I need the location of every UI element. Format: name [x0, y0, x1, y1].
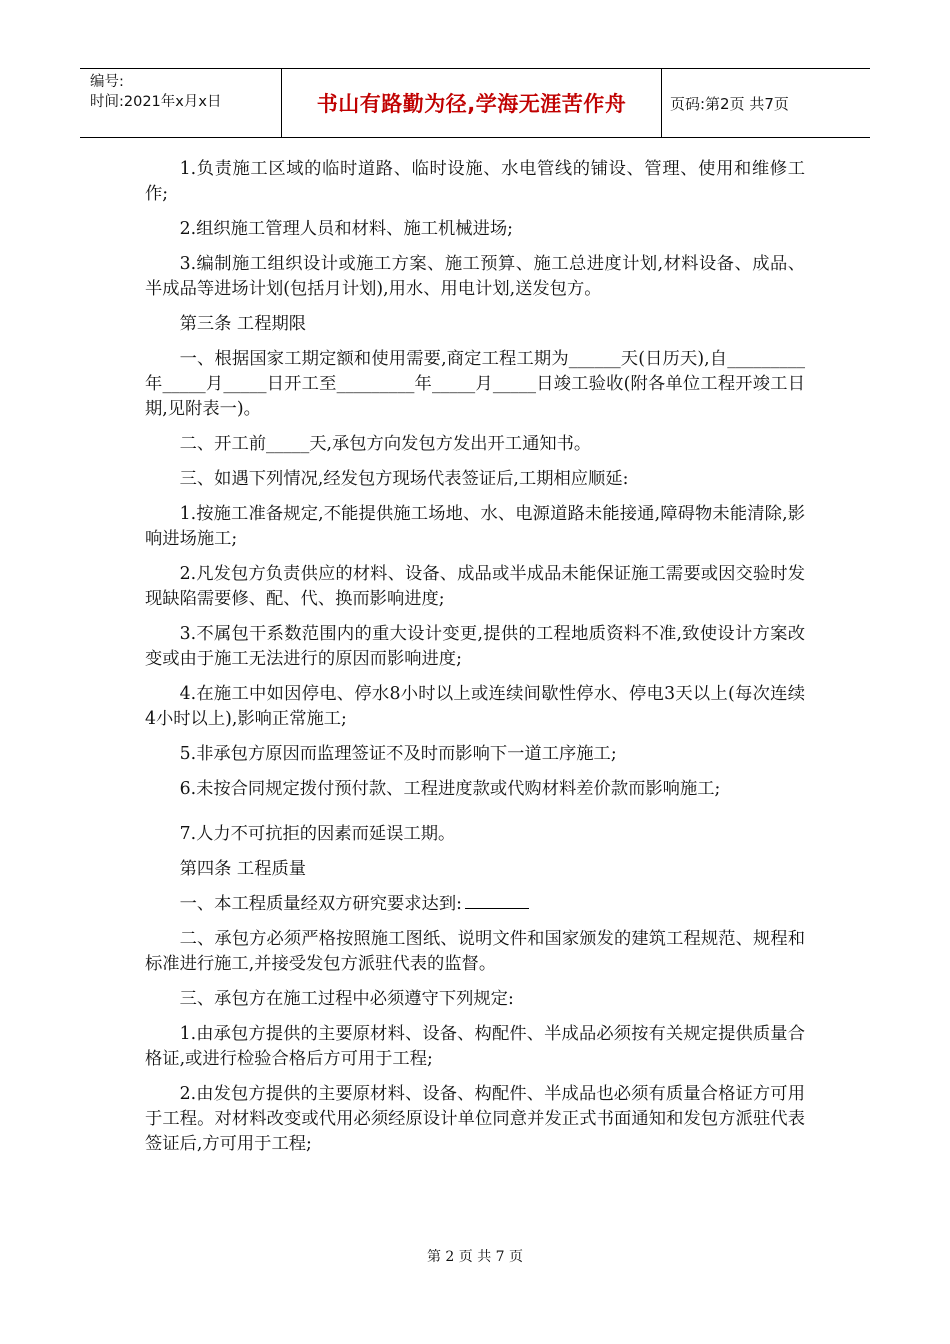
paragraph: 2.凡发包方负责供应的材料、设备、成品或半成品未能保证施工需要或因交验时发现缺陷需要修、配、代、换而影响进度; — [145, 564, 805, 609]
page-header — [80, 68, 870, 138]
paragraph: 7.人力不可抗拒的因素而延误工期。 — [179, 824, 456, 844]
paragraph: 1.负责施工区域的临时道路、临时设施、水电管线的铺设、管理、使用和维修工作; — [145, 159, 805, 204]
header-motto: 书山有路勤为径,学海无涯苦作舟 — [282, 69, 662, 137]
blank-underline — [465, 894, 529, 909]
paragraph: 三、如遇下列情况,经发包方现场代表签证后,工期相应顺延: — [179, 469, 629, 489]
paragraph: 3.不属包干系数范围内的重大设计变更,提供的工程地质资料不准,致使设计方案改变或由于施工无法进行的原因而影响进度; — [145, 624, 805, 669]
paragraph: 二、开工前_____天,承包方向发包方发出开工通知书。 — [179, 434, 592, 454]
paragraph: 3.编制施工组织设计或施工方案、施工预算、施工总进度计划,材料设备、成品、半成品等进场计划(包括月计划),用水、用电计划,送发包方。 — [145, 254, 805, 299]
paragraph: 2.组织施工管理人员和材料、施工机械进场; — [179, 219, 513, 239]
paragraph: 4.在施工中如因停电、停水8小时以上或连续间歇性停水、停电3天以上(每次连续4小时以上),影响正常施工; — [145, 684, 805, 729]
paragraph-text: 一、本工程质量经双方研究要求达到: — [179, 894, 462, 914]
paragraph: 二、承包方必须严格按照施工图纸、说明文件和国家颁发的建筑工程规范、规程和标准进行施工,并接受发包方派驻代表的监督。 — [145, 929, 805, 974]
quality-requirement-paragraph — [145, 892, 805, 917]
page-footer: 第 2 页 共 7 页 — [426, 1249, 524, 1265]
paragraph: 6.未按合同规定拨付预付款、工程进度款或代购材料差价款而影响施工; — [179, 779, 721, 799]
paragraph: 一、根据国家工期定额和使用需要,商定工程工期为______天(日历天),自_________年_____月_____日开工至_________年_____月_____日竣工验收(附各单位工程开竣工日期,见附表一)。 — [145, 349, 805, 419]
section-heading: 第三条 工程期限 — [179, 314, 307, 334]
document-number-label: 编号: — [90, 74, 124, 90]
paragraph: 三、承包方在施工过程中必须遵守下列规定: — [179, 989, 514, 1009]
paragraph: 2.由发包方提供的主要原材料、设备、构配件、半成品也必须有质量合格证方可用于工程。对材料改变或代用必须经原设计单位同意并发正式书面通知和发包方派驻代表签证后,方可用于工程; — [145, 1084, 805, 1154]
document-date-label: 时间:2021年x月x日 — [90, 94, 222, 110]
header-page-number: 页码:第2页 共7页 — [670, 94, 789, 113]
document-body — [145, 157, 805, 1167]
paragraph: 5.非承包方原因而监理签证不及时而影响下一道工序施工; — [179, 744, 617, 764]
paragraph: 1.由承包方提供的主要原材料、设备、构配件、半成品必须按有关规定提供质量合格证,或进行检验合格后方可用于工程; — [145, 1024, 805, 1069]
paragraph: 1.按施工准备规定,不能提供施工场地、水、电源道路未能接通,障碍物未能清除,影响进场施工; — [145, 504, 805, 549]
header-info — [80, 69, 282, 137]
section-heading: 第四条 工程质量 — [179, 859, 307, 879]
